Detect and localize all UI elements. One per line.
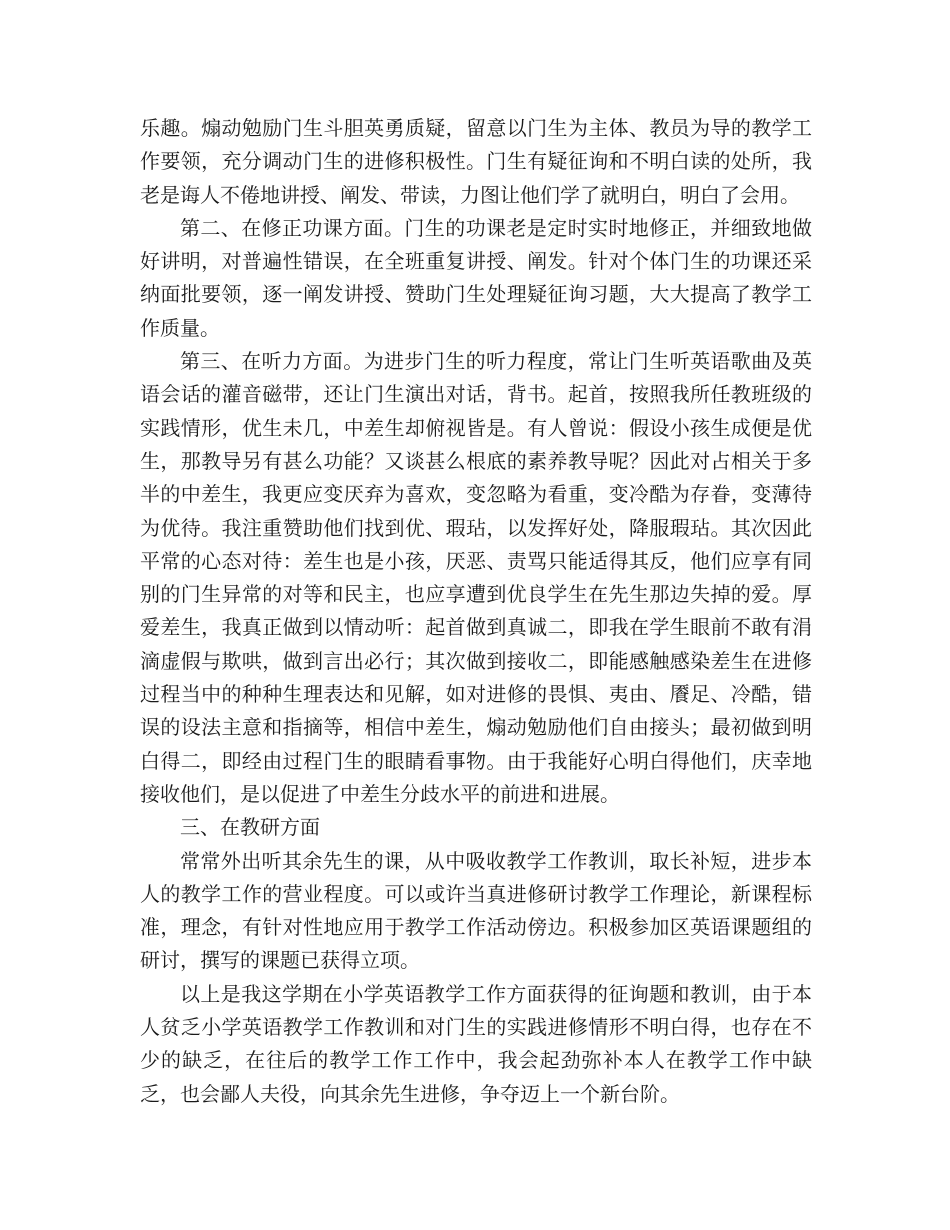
paragraph-continuation: 乐趣。煽动勉励门生斗胆英勇质疑，留意以门生为主体、教员为导的教学工作要领，充分调动门生的进修积极性。门生有疑征询和不明白读的处所，我老是诲人不倦地讲授、阐发、带读，力图让他们学了就明白，明白了会用。 xyxy=(140,116,812,207)
paragraph-homework-correction: 第二、在修正功课方面。门生的功课老是定时实时地修正，并细致地做好讲明，对普遍性错误，在全班重复讲授、阐发。针对个体门生的功课还采纳面批要领，逐一阐发讲授、赞助门生处理疑征询习题，大大提高了教学工作质量。 xyxy=(140,215,812,340)
paragraph-teaching-research: 常常外出听其余先生的课，从中吸收教学工作教训，取长补短，进步本人的教学工作的营业程度。可以或许当真进修研讨教学工作理论，新课程标准，理念，有针对性地应用于教学工作活动傍边。积极参加区英语课题组的研讨，撰写的课题已获得立项。 xyxy=(140,848,812,973)
section-heading-teaching-research: 三、在教研方面 xyxy=(180,815,320,840)
body-text xyxy=(140,112,812,1111)
paragraph-summary: 以上是我这学期在小学英语教学工作方面获得的征询题和教训，由于本人贫乏小学英语教学工作教训和对门生的实践进修情形不明白得，也存在不少的缺乏，在往后的教学工作工作中，我会起劲弥补本人在教学工作中缺乏，也会鄙人夫役，向其余先生进修，争夺迈上一个新台阶。 xyxy=(140,981,812,1106)
paragraph-listening: 第三、在听力方面。为进步门生的听力程度，常让门生听英语歌曲及英语会话的灌音磁带，还让门生演出对话，背书。起首，按照我所任教班级的实践情形，优生未几，中差生却俯视皆是。有人曾说：假设小孩生成便是优生，那教导另有甚么功能？又谈甚么根底的素养教导呢？因此对占相关于多半的中差生，我更应变厌弃为喜欢，变忽略为看重，变冷酷为存眷，变薄待为优待。我注重赞助他们找到优、瑕玷，以发挥好处，降服瑕玷。其次因此平常的心态对待：差生也是小孩，厌恶、责骂只能适得其反，他们应享有同别的门生异常的对等和民主，也应享遭到优良学生在先生那边失掉的爱。厚爱差生，我真正做到以情动听：起首做到真诚二，即我在学生眼前不敢有涓滴虚假与欺哄，做到言出必行；其次做到接收二，即能感触感染差生在进修过程当中的种种生理表达和见解，如对进修的畏惧、夷由、餍足、冷酷，错误的设法主意和指摘等，相信中差生，煽动勉励他们自由接头；最初做到明白得二，即经由过程门生的眼睛看事物。由于我能好心明白得他们，庆幸地接收他们，是以促进了中差生分歧水平的前进和进展。 xyxy=(140,349,812,806)
